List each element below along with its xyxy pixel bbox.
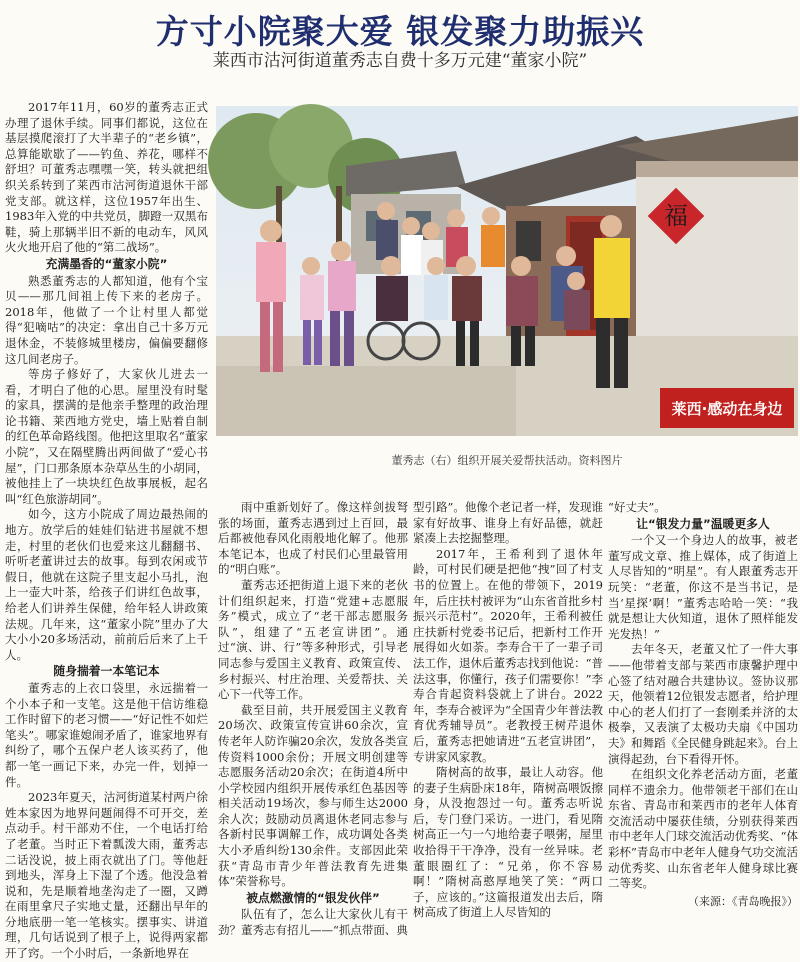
- photo-illustration: [216, 106, 798, 436]
- section-heading: 让“银发力量”温暖更多人: [636, 516, 770, 531]
- paragraph: 等房子修好了，大家伙儿进去一看，才明白了他的心思。屋里没有时髦的家具，摆满的是他亲手整理的政治理论书籍、莱西地方党史，墙上贴着自制的红色革命路线图。他把这里取名“董家小院”，又在隔壁腾出两间做了“爱心书屋”，门口那条原本杂草丛生的小胡同，被他挂上了一块块红色故事展板，起名叫“红色旅游胡同”。: [5, 367, 208, 506]
- paragraph: 2017年11月，60岁的董秀志正式办理了退休手续。同事们都说，这位在基层摸爬滚打了大半辈子的“老乡镇”，总算能歇歇了——钓鱼、养花，哪样不舒坦？可董秀志嘿嘿一笑，转头就把组织关系转到了莱西市沽河街道退休干部党支部。就这样，这位1957年出生、1983年入党的中共党员，脚蹬一双黑布鞋，骑上那辆半旧不新的电动车，风风火火地开启了他的“第二战场”。: [5, 100, 208, 255]
- section-heading: 充满墨香的“董家小院”: [45, 256, 168, 271]
- section-heading: 随身揣着一本笔记本: [53, 664, 160, 679]
- article-column-1: [5, 100, 208, 961]
- paragraph: 2023年夏天，沽河街道某村两户徐姓本家因为地界问题闹得不可开交，差点动手。村干部劝不住，一个电话打给了老董。当时正下着瓢泼大雨，董秀志二话没说，披上雨衣就出了门。等他赶到地头，浑身上下湿了个透。他没急着说和，先是顺着地垄沟走了一圈，又蹲在雨里拿尺子实地丈量，还翻出早年的分地底册一笔一笔核实。摆事实、讲道理，几句话说到了根子上，说得两家都开了窍。一个小时后，一条新地界在: [5, 790, 208, 961]
- paragraph: 队伍有了，怎么让大家伙儿有干劲？董秀志有招儿——“抓点带面、典: [218, 907, 408, 938]
- section-heading: 被点燃激情的“银发伙伴”: [246, 890, 380, 905]
- headline: 方寸小院聚大爱 银发聚力助振兴: [155, 12, 645, 51]
- paragraph: 截至目前，共开展爱国主义教育20场次、政策宣传宣讲60余次，宣传老年人防诈骗20余次，发放各类宣传资料1000余份；开展文明创建等志愿服务活动20余次；在街道4所中小学校园内组织开展传承红色基因等相关活动19场次，参与师生达2000余人次；鼓励动员离退休老同志参与各新村民事调解工作，成功调处各类大小矛盾纠纷130余件。支部因此荣获“青岛市青少年普法教育先进集体”荣誉称号。: [218, 702, 408, 889]
- photo-caption: 董秀志（右）组织开展关爱帮扶活动。资料图片: [391, 454, 623, 467]
- paragraph: 型引路”。他像个老记者一样，发现谁家有好故事、谁身上有好品德，就赶紧凑上去挖掘整理。: [413, 500, 603, 546]
- article-column-2: [218, 500, 408, 938]
- paragraph: 雨中重新划好了。像这样剑拔弩张的场面，董秀志遇到过上百回，最后都被他春风化雨般地化解了。他那本笔记本，也成了村民们心里最管用的“明白账”。: [218, 500, 408, 577]
- paragraph: 隋树高的故事，最让人动容。他的妻子生病卧床18年，隋树高喂饭擦身，从没抱怨过一句。董秀志听说后，专门登门采访。一进门，看见隋树高正一勺一勺地给妻子喂粥，屋里收拾得干干净净，没有一丝异味。老董眼圈红了：“兄弟，你不容易啊！”隋树高憨厚地笑了笑：“两口子，应该的。”这篇报道发出去后，隋树高成了街道上人尽皆知的: [413, 765, 603, 920]
- paragraph: 去年冬天，老董又忙了一件大事——他带着支部与莱西市康馨护理中心签了结对融合共建协议。签协议那天，他领着12位银发志愿者，给护理中心的老人们打了一套刚柔并济的太极拳，又表演了太极功夫扇《中国功夫》和舞蹈《全民健身跳起来》。台上演得起劲，台下看得开怀。: [608, 642, 798, 766]
- group-photo: [216, 106, 798, 436]
- source-signature: （来源：《青岛晚报》）: [688, 894, 798, 908]
- article-column-4: [608, 500, 798, 908]
- badge-text: 莱西·感动在身边: [671, 400, 783, 418]
- paragraph: 一个又一个身边人的故事，被老董写成文章、推上媒体，成了街道上人尽皆知的“明星”。有人跟董秀志开玩笑：“老董，你这不是当书记，是当‘星探’啊！”董秀志哈哈一笑：“我就是想让大伙知道，退休了照样能发光发热！”: [608, 533, 798, 641]
- subheadline: 莱西市沽河街道董秀志自费十多万元建“董家小院”: [212, 51, 588, 71]
- paragraph: “好丈夫”。: [608, 500, 666, 514]
- article-column-3: [413, 500, 603, 920]
- paragraph: 如今，这方小院成了周边最热闹的地方。放学后的娃娃们钻进书屋就不想走，村里的老伙们也爱来这儿翻翻书、听听老董讲过去的故事。每到农闲或节假日，他就在这院子里支起小马扎，泡上一壶大叶茶，给孩子们讲红色故事，给老人们讲养生保健，给年轻人讲政策法规。几年来，这“董家小院”里办了大大小小20多场活动，前前后后来了上千人。: [5, 507, 208, 662]
- paragraph: 董秀志的上衣口袋里，永远揣着一个小本子和一支笔。这是他干信访维稳工作时留下的老习惯——“好记性不如烂笔头”。哪家谁媳闹矛盾了，谁家地界有纠纷了，哪个五保户老人该买药了，他都一笔一画记下来，办完一件，划掉一件。: [5, 680, 208, 789]
- fu-character: 福: [664, 202, 688, 230]
- paragraph: 董秀志还把街道上退下来的老伙计们组织起来，打造“党建+志愿服务”模式，成立了“老干部志愿服务队”，组建了“五老宣讲团”。通过“演、讲、行”等多种形式，引导老同志参与爱国主义教育、政策宣传、乡村振兴、村庄治理、关爱帮扶、关心下一代等工作。: [218, 577, 408, 702]
- paragraph: 2017年，王希利到了退休年龄，可村民们硬是把他“拽”回了村支书的位置上。在他的带领下，2019年，后庄扶村被评为“山东省首批乡村振兴示范村”。2020年，王希利被任庄扶新村党委书记后，把新村工作开展得如火如荼。李寿合干了一辈子司法工作，退休后董秀志找到他说：“普法这事，你懂行，孩子们需要你！”李寿合肯起资料袋就上了讲台。2022年，李寿合被评为“全国青少年普法教育优秀辅导员”。老教授王树芹退休后，董秀志把她请进“五老宣讲团”，专讲家风家教。: [413, 546, 603, 764]
- paragraph: 在组织文化养老活动方面，老董同样不遗余力。他带领老干部们在山东省、青岛市和莱西市的老年人体育交流活动中屡获佳绩，分别获得莱西市中老年人门球交流活动优秀奖、“体彩杯”青岛市中老年人健身气功交流活动优秀奖、山东省老年人健身球比赛二等奖。: [608, 767, 798, 891]
- paragraph: 熟悉董秀志的人都知道，他有个宝贝——那几间祖上传下来的老房子。2018年，他做了一个让村里人都觉得“犯嘀咕”的决定：拿出自己十多万元退休金，不装修城里楼房，偏偏要翻修这几间老房子。: [5, 273, 208, 366]
- photo-badge: [660, 388, 794, 428]
